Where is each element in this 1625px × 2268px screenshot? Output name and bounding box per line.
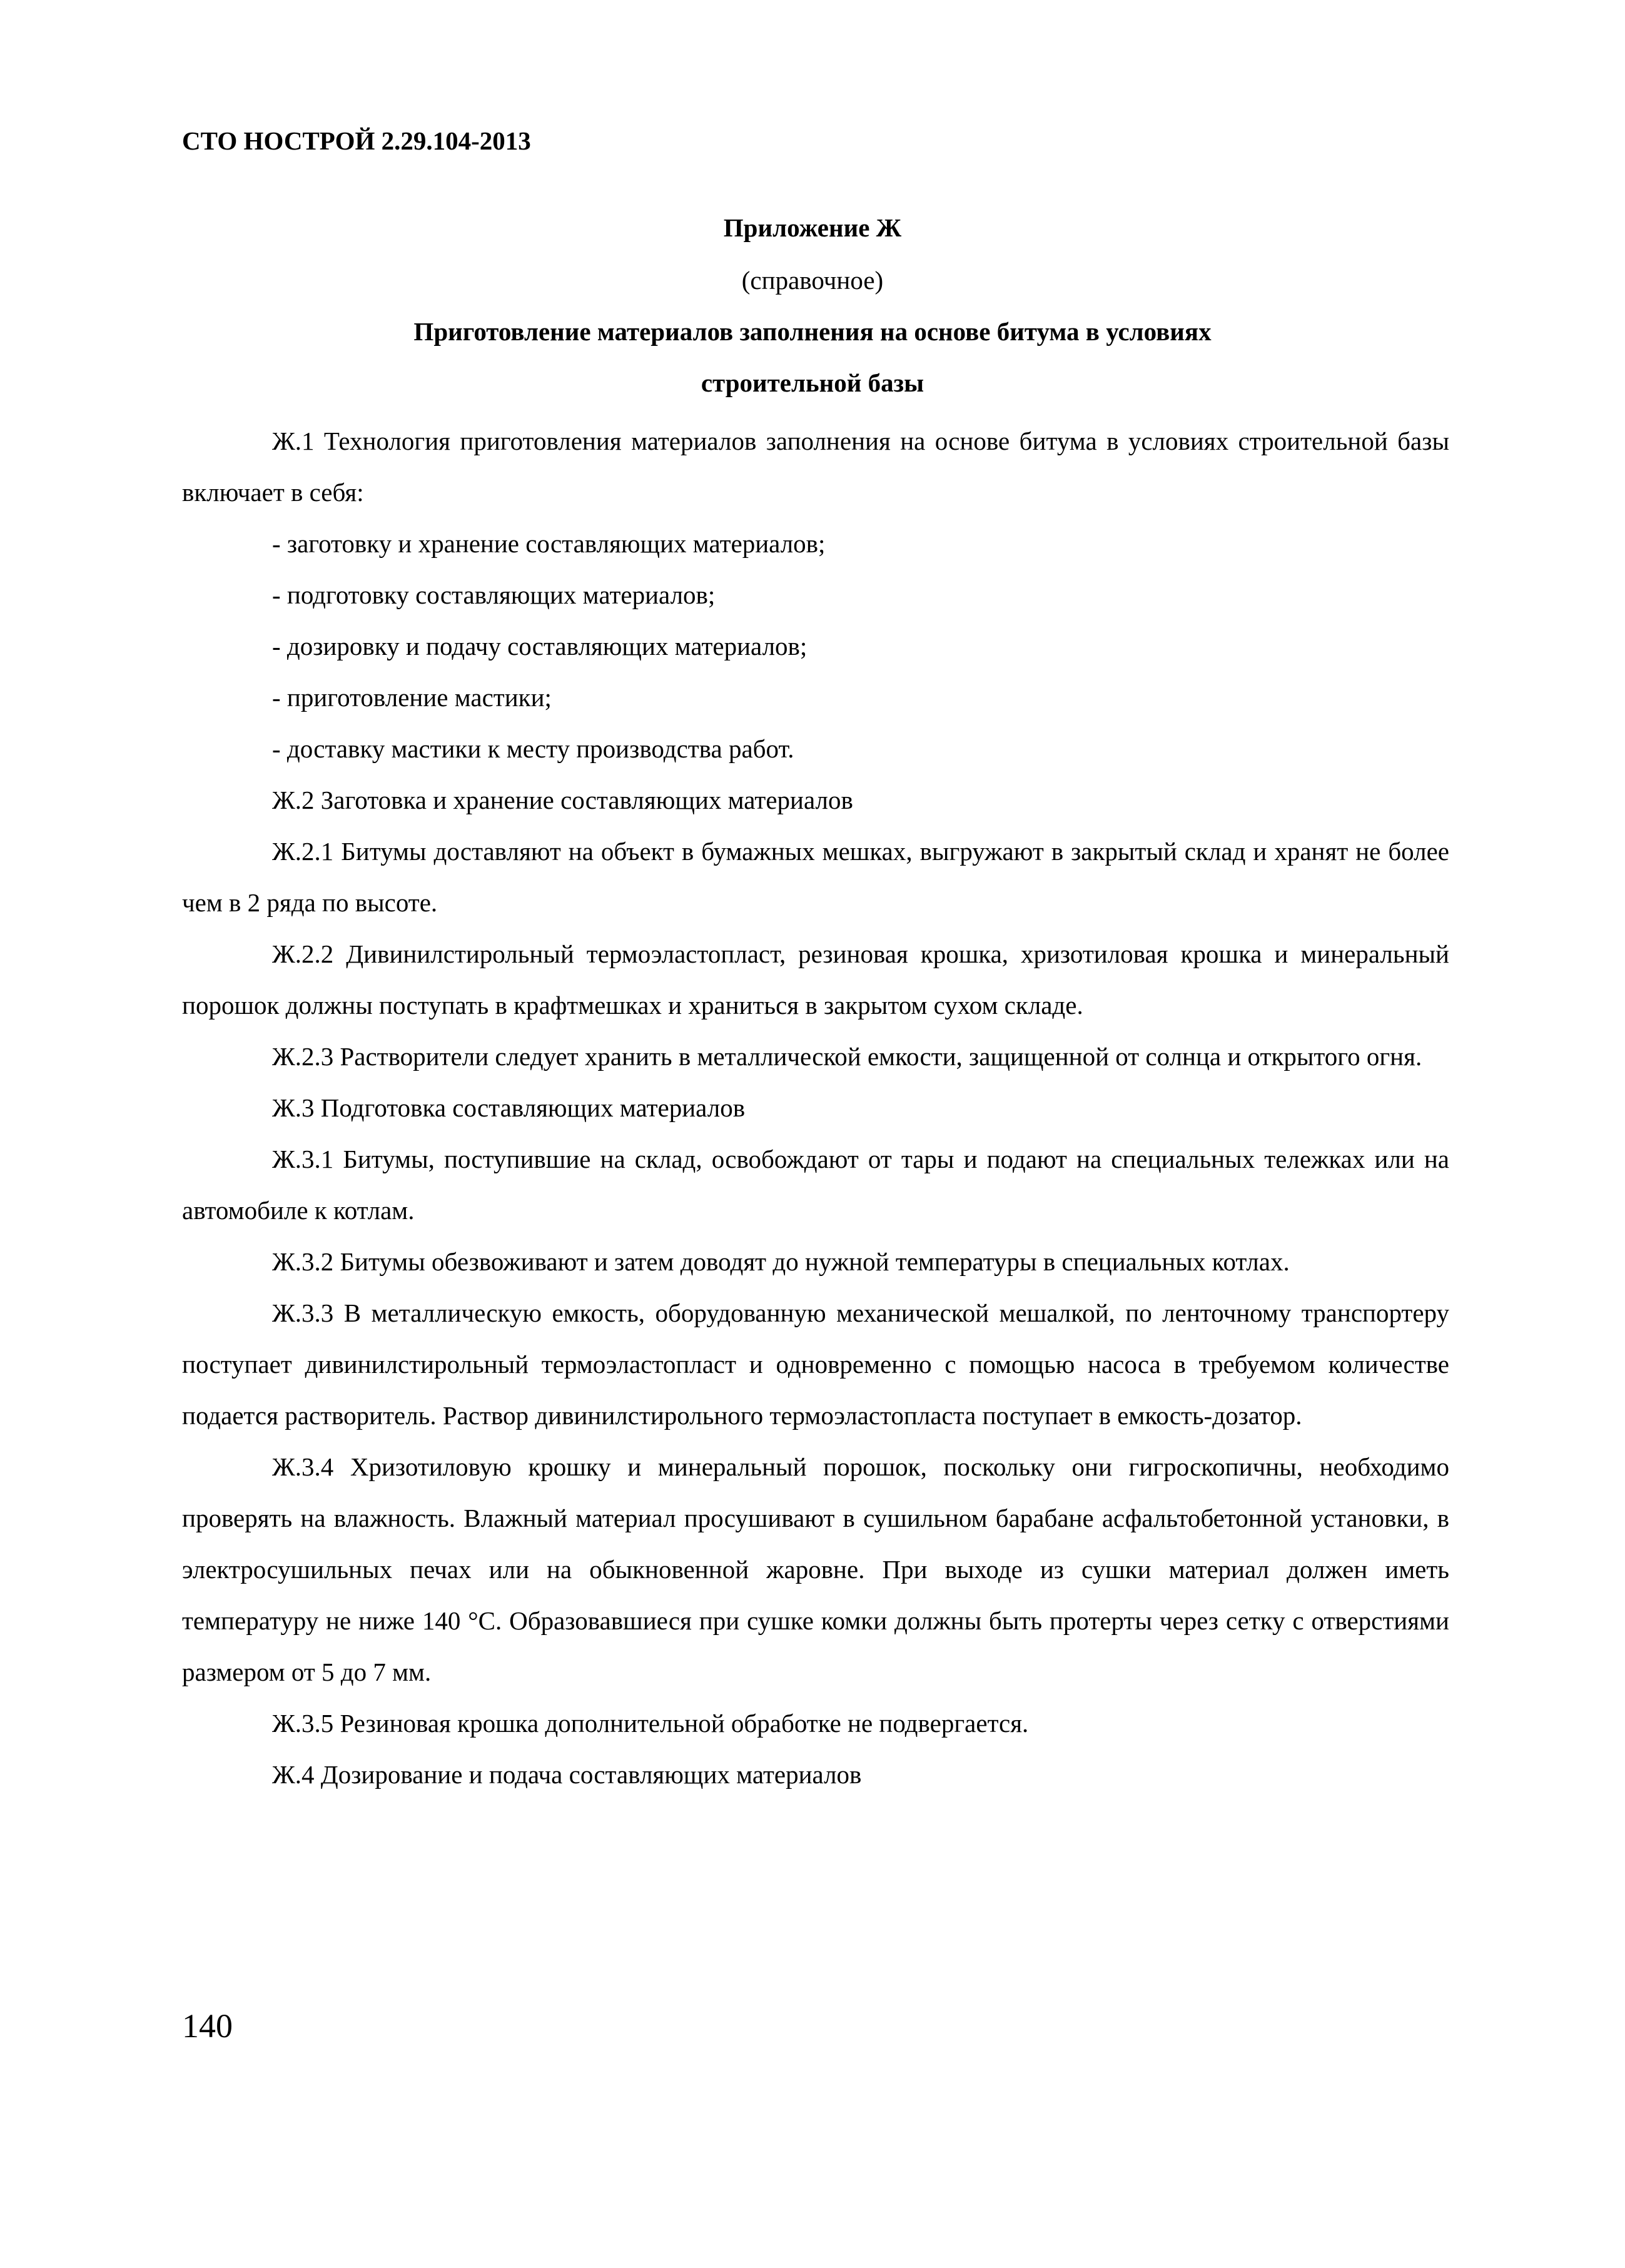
paragraph-zh2-1: Ж.2.1 Битумы доставляют на объект в бумажных мешках, выгружают в закрытый склад и хранят не более чем в 2 ряда по высоте. <box>182 837 1449 917</box>
list-item: - приготовление мастики; <box>272 683 552 712</box>
body-text <box>182 415 1449 1800</box>
paragraph-zh3-3: Ж.3.3 В металлическую емкость, оборудованную механической мешалкой, по ленточному транспортеру поступает дивинилстирольный термоэластопласт и одновременно с помощью насоса в требуемом количестве подается растворитель. Раствор дивинилстирольного термоэластопласта поступает в емкость-дозатор. <box>182 1299 1449 1430</box>
paragraph-zh3-1: Ж.3.1 Битумы, поступившие на склад, освобождают от тары и подают на специальных тележках или на автомобиле к котлам. <box>182 1145 1449 1225</box>
list-item: - доставку мастики к месту производства работ. <box>272 734 794 763</box>
paragraph-zh2-3: Ж.2.3 Растворители следует хранить в металлической емкости, защищенной от солнца и открытого огня. <box>272 1042 1422 1071</box>
appendix-type: (справочное) <box>741 266 884 295</box>
paragraph-zh3-5: Ж.3.5 Резиновая крошка дополнительной обработке не подвергается. <box>272 1709 1029 1738</box>
paragraph-zh3-2: Ж.3.2 Битумы обезвоживают и затем доводят до нужной температуры в специальных котлах. <box>272 1247 1290 1276</box>
paragraph-zh1: Ж.1 Технология приготовления материалов заполнения на основе битума в условиях строительной базы включает в себя: <box>182 427 1449 507</box>
section-heading-zh2: Ж.2 Заготовка и хранение составляющих материалов <box>272 786 853 814</box>
list-item: - подготовку составляющих материалов; <box>272 580 716 609</box>
section-heading-zh3: Ж.3 Подготовка составляющих материалов <box>272 1093 746 1122</box>
list-item: - заготовку и хранение составляющих материалов; <box>272 529 826 558</box>
paragraph-zh2-2: Ж.2.2 Дивинилстирольный термоэластопласт, резиновая крошка, хризотиловая крошка и минеральный порошок должны поступать в крафтмешках и храниться в закрытом сухом складе. <box>182 939 1449 1020</box>
document-id-header: СТО НОСТРОЙ 2.29.104-2013 <box>182 126 531 155</box>
section-heading-zh4: Ж.4 Дозирование и подача составляющих материалов <box>272 1760 862 1789</box>
paragraph-zh3-4: Ж.3.4 Хризотиловую крошку и минеральный порошок, поскольку они гигроскопичны, необходимо проверять на влажность. Влажный материал просушивают в сушильном барабане асфальтобетонной установки, в электросушильных печах или на обыкновенной жаровне. При выходе из сушки материал должен иметь температуру не ниже 140 °С. Образовавшиеся при сушке комки должны быть протерты через сетку с отверстиями размером от 5 до 7 мм. <box>182 1452 1449 1686</box>
appendix-heading-line-2: строительной базы <box>701 368 924 397</box>
appendix-heading-line-1: Приготовление материалов заполнения на основе битума в условиях <box>413 317 1212 346</box>
list-item: - дозировку и подачу составляющих материалов; <box>272 632 807 661</box>
appendix-title: Приложение Ж <box>723 213 902 242</box>
page-number: 140 <box>182 2007 233 2045</box>
